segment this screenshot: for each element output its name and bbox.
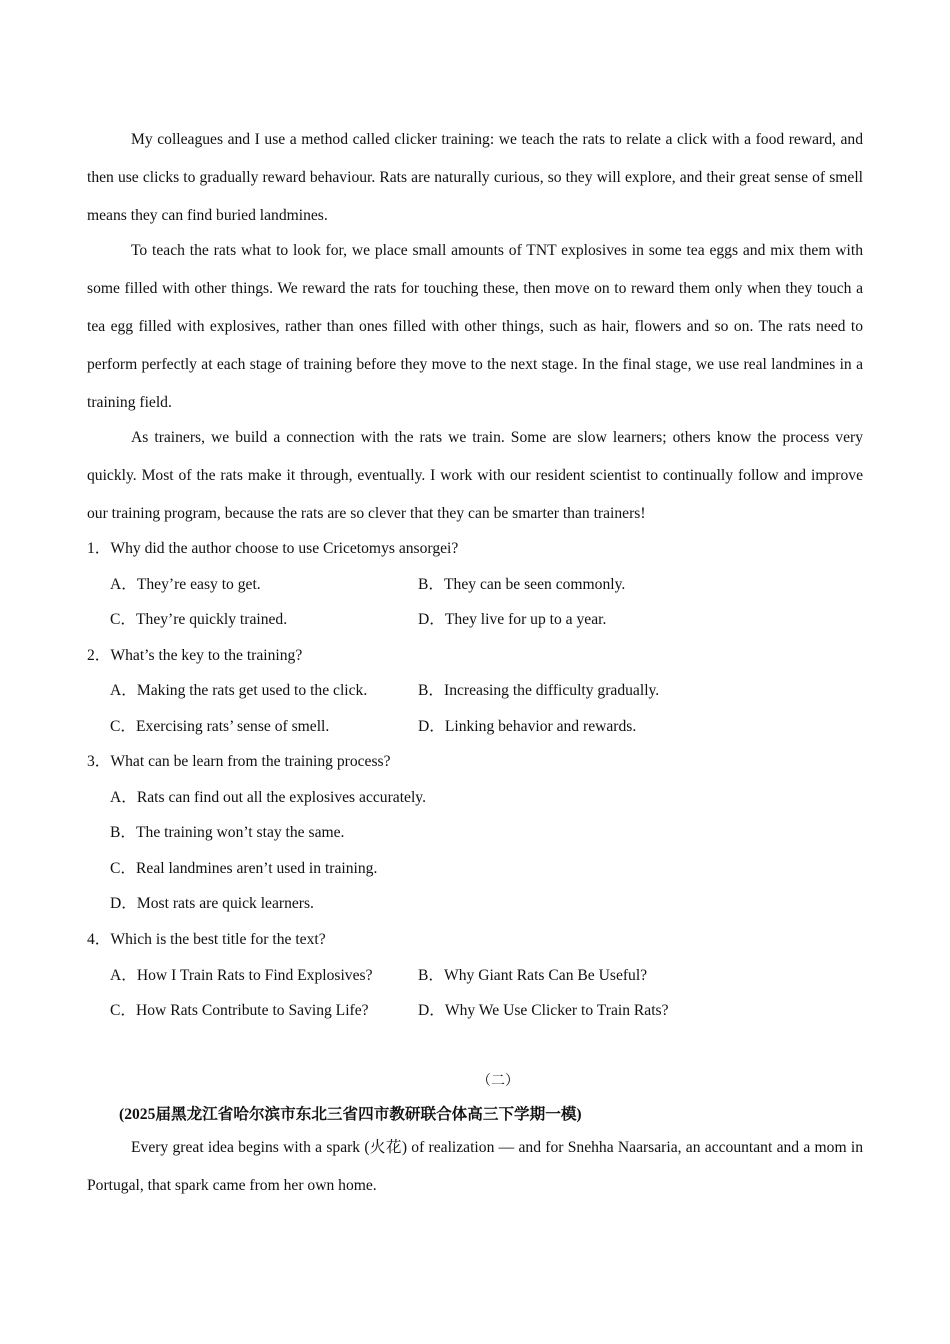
option-letter: A．	[110, 576, 137, 593]
option-3c	[110, 859, 377, 879]
question-text: Which is the best title for the text?	[110, 931, 326, 948]
option-text: Rats can find out all the explosives accurately.	[136, 789, 426, 806]
option-4b	[418, 966, 647, 986]
option-text: Making the rats get used to the click.	[136, 682, 368, 699]
option-text: They’re quickly trained.	[136, 611, 288, 628]
question-4	[87, 930, 326, 950]
option-text: They can be seen commonly.	[444, 576, 626, 593]
question-3	[87, 752, 391, 772]
option-letter: C．	[110, 718, 136, 735]
option-text: Increasing the difficulty gradually.	[444, 682, 660, 699]
option-letter: B．	[418, 682, 444, 699]
question-1	[87, 539, 458, 559]
option-text: They’re easy to get.	[136, 576, 261, 593]
question-number: 3．	[87, 753, 111, 770]
option-letter: C．	[110, 611, 136, 628]
passage-paragraph: My colleagues and I use a method called clicker training: we teach the rats to relate a click with a food reward, and then use clicks to gradually reward behaviour. Rats are naturally curious, so they will explore, and their great sense of smell means they can find buried landmines.	[87, 131, 863, 224]
option-1c	[110, 610, 287, 630]
option-text: Why We Use Clicker to Train Rats?	[444, 1002, 669, 1019]
option-text: How Rats Contribute to Saving Life?	[136, 1002, 369, 1019]
option-letter: A．	[110, 682, 137, 699]
source-note: (2025届黑龙江省哈尔滨市东北三省四市教研联合体高三下学期一模)	[119, 1106, 582, 1123]
passage-paragraph: As trainers, we build a connection with the rats we train. Some are slow learners; others know the process very quickly. Most of the rats make it through, eventually. I work with our resident scientist to continually follow and improve our training program, because the rats are so clever that they can be smarter than trainers!	[87, 429, 863, 522]
option-1d	[418, 610, 606, 630]
option-letter: B．	[110, 824, 136, 841]
option-3a	[110, 788, 426, 808]
passage-paragraph: Every great idea begins with a spark (火花) of realization — and for Snehha Naarsaria, an accountant and a mom in Portugal, that spark came from her own home.	[87, 1139, 863, 1194]
option-letter: D．	[418, 1002, 445, 1019]
option-letter: D．	[110, 895, 137, 912]
option-letter: D．	[418, 611, 445, 628]
question-2	[87, 646, 302, 666]
option-3b	[110, 823, 344, 843]
question-number: 1．	[87, 540, 111, 557]
option-2d	[418, 717, 636, 737]
option-text: Most rats are quick learners.	[136, 895, 314, 912]
option-2b	[418, 681, 659, 701]
option-letter: A．	[110, 967, 137, 984]
option-letter: C．	[110, 860, 136, 877]
option-text: Exercising rats’ sense of smell.	[136, 718, 330, 735]
option-letter: C．	[110, 1002, 136, 1019]
option-2a	[110, 681, 367, 701]
option-text: Linking behavior and rewards.	[444, 718, 637, 735]
option-2c	[110, 717, 329, 737]
option-1a	[110, 575, 261, 595]
option-letter: D．	[418, 718, 445, 735]
option-text: They live for up to a year.	[444, 611, 607, 628]
question-text: Why did the author choose to use Cricetomys ansorgei?	[110, 540, 459, 557]
option-4c	[110, 1001, 369, 1021]
question-text: What’s the key to the training?	[110, 647, 303, 664]
question-text: What can be learn from the training process?	[110, 753, 391, 770]
option-text: The training won’t stay the same.	[136, 824, 345, 841]
option-1b	[418, 575, 625, 595]
option-4d	[418, 1001, 669, 1021]
option-3d	[110, 894, 314, 914]
option-letter: A．	[110, 789, 137, 806]
section-heading: （二）	[477, 1074, 519, 1089]
question-number: 2．	[87, 647, 111, 664]
option-text: Why Giant Rats Can Be Useful?	[444, 967, 648, 984]
option-4a	[110, 966, 373, 986]
option-text: Real landmines aren’t used in training.	[136, 860, 378, 877]
question-number: 4．	[87, 931, 111, 948]
option-letter: B．	[418, 576, 444, 593]
option-letter: B．	[418, 967, 444, 984]
passage-paragraph: To teach the rats what to look for, we place small amounts of TNT explosives in some tea eggs and mix them with some filled with other things. We reward the rats for touching these, then move on to reward them only when they touch a tea egg filled with explosives, rather than ones filled with other things, such as hair, flowers and so on. The rats need to perform perfectly at each stage of training before they move to the next stage. In the final stage, we use real landmines in a training field.	[87, 242, 863, 411]
option-text: How I Train Rats to Find Explosives?	[136, 967, 373, 984]
